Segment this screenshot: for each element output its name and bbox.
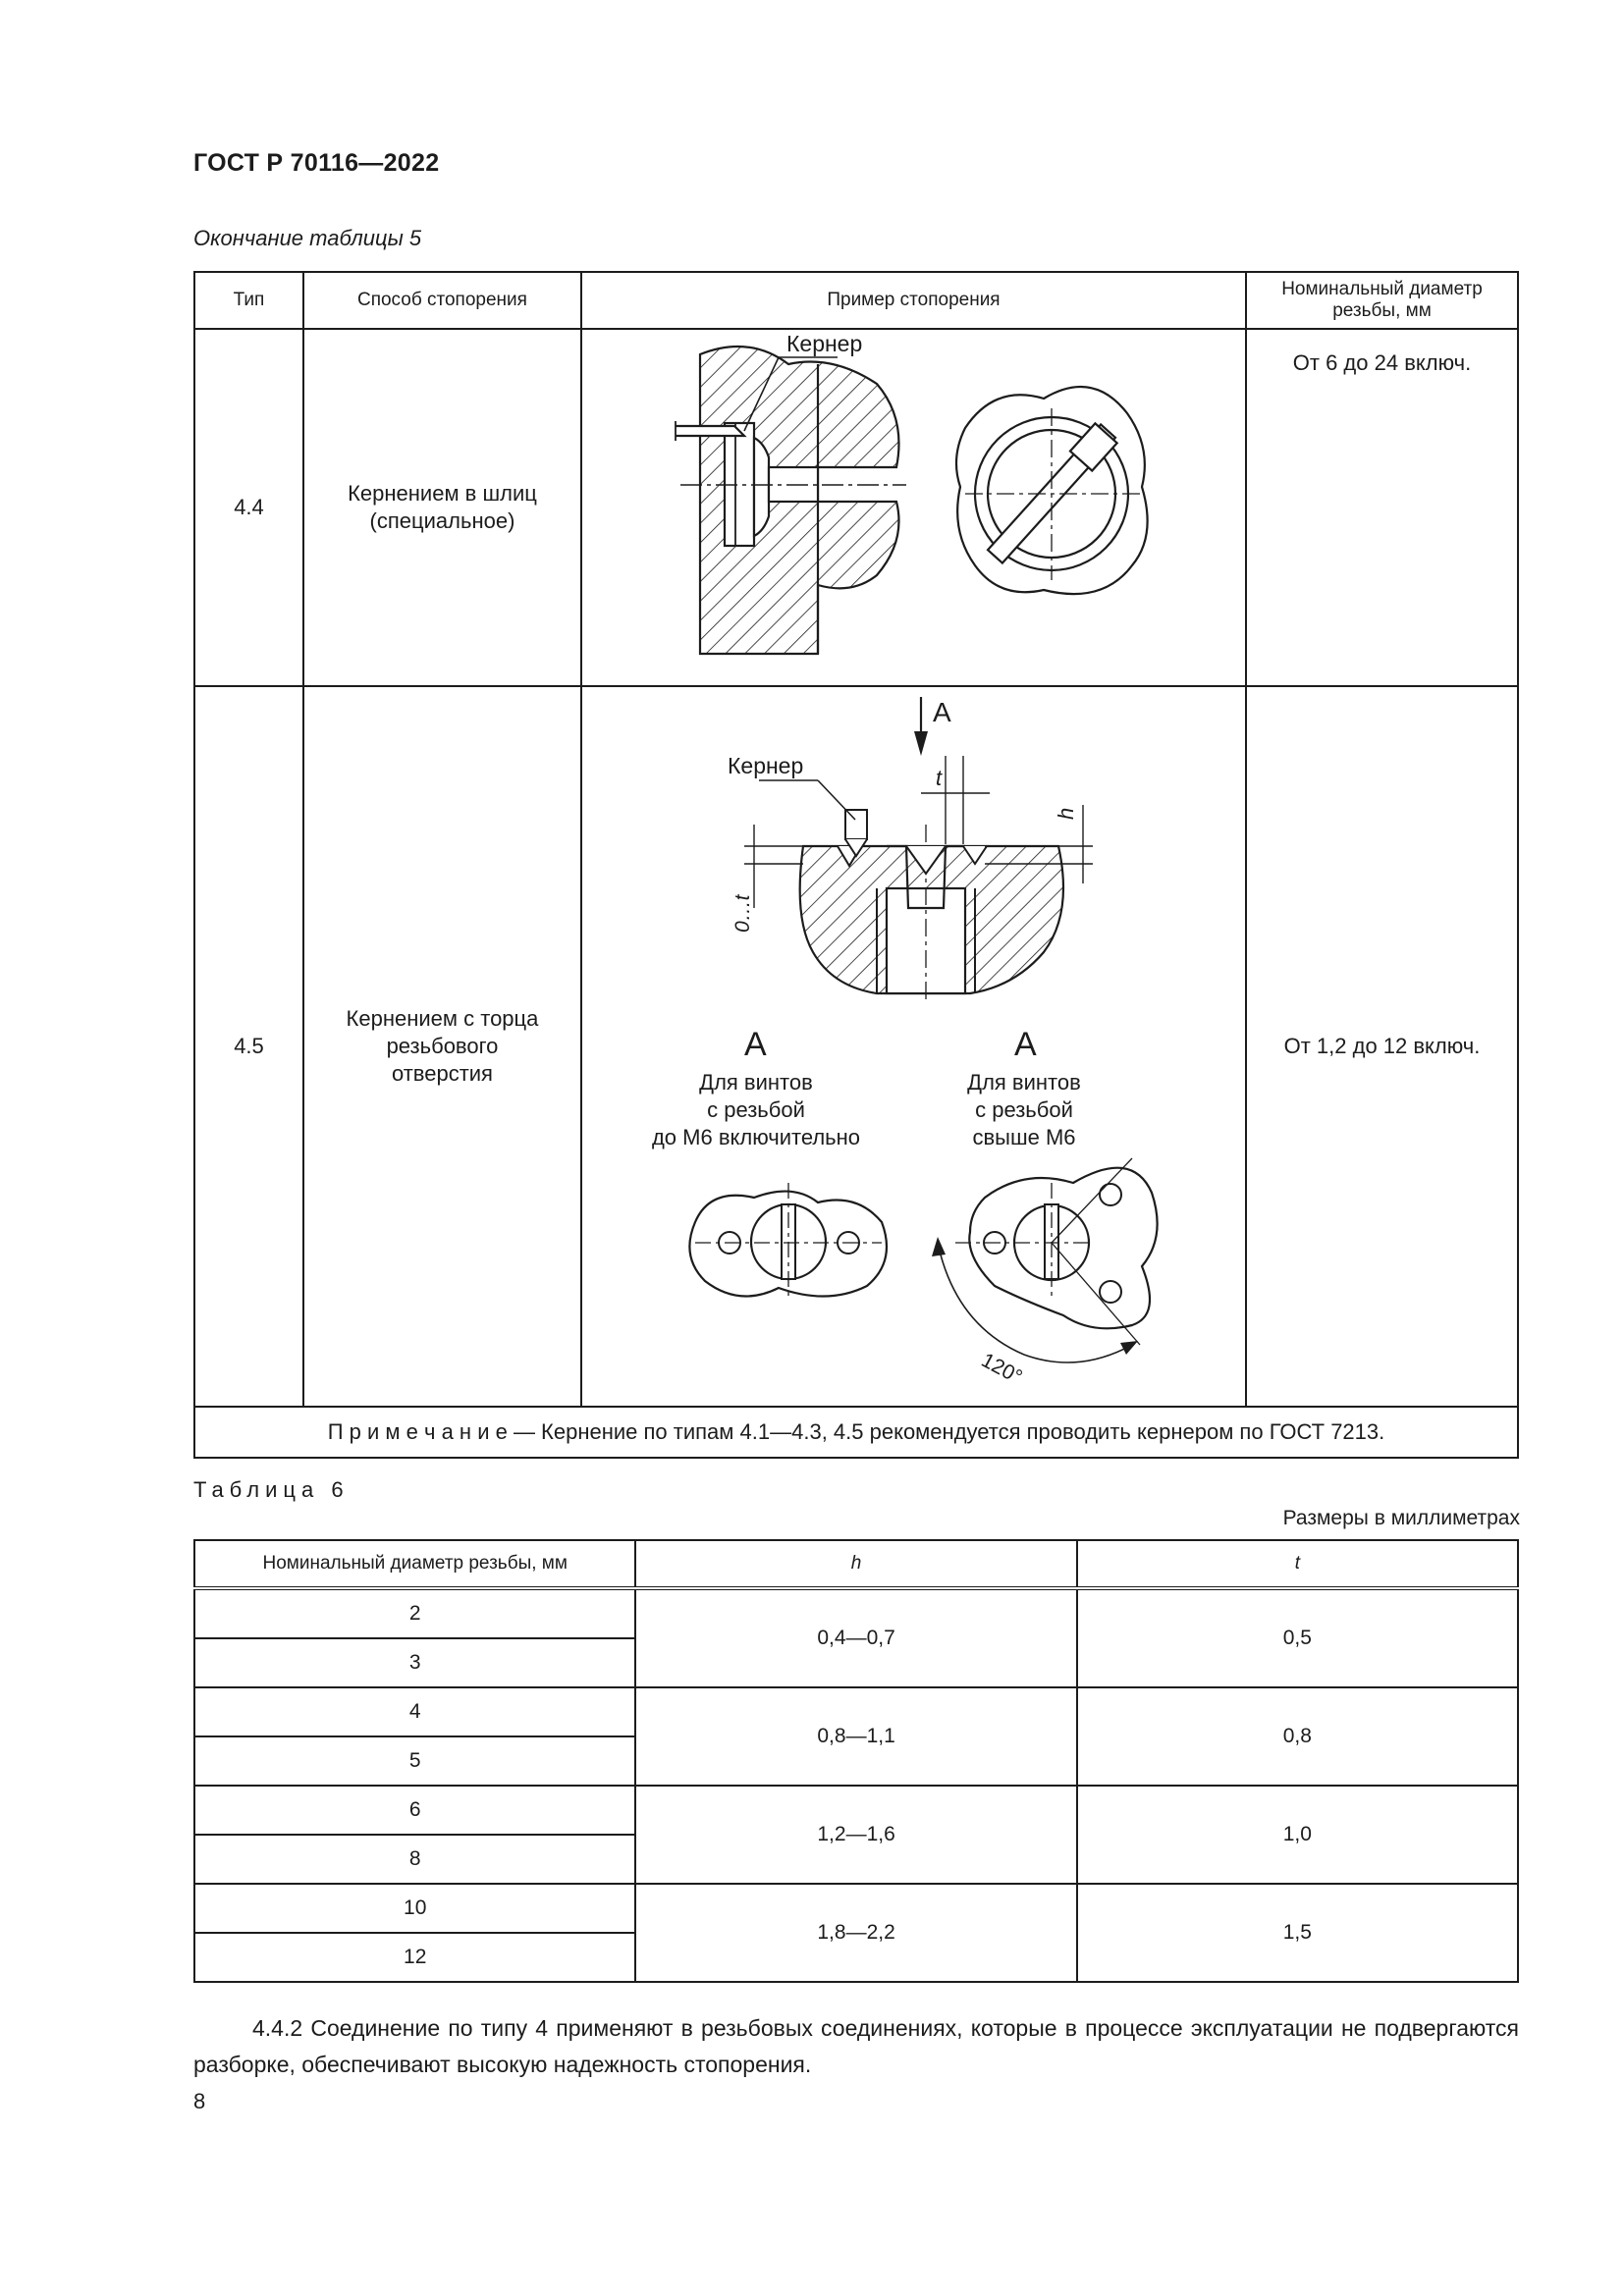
document-code: ГОСТ Р 70116—2022 [193,149,440,177]
table-row [194,686,1518,1407]
table5-header-type: Тип [194,272,303,329]
right-caption-line3: свыше М6 [972,1125,1076,1149]
table6-label: Таблица 6 [193,1477,350,1502]
cell-t: 0,5 [1077,1588,1518,1687]
page-number: 8 [193,2089,206,2113]
table-row [194,1588,1518,1638]
table-row [194,1687,1518,1736]
angle-label: 120° [977,1349,1026,1389]
cell-diameter: 8 [194,1835,635,1884]
table6-header-row [194,1540,1518,1588]
paragraph-4-4-2: 4.4.2 Соединение по типу 4 применяют в резьбовых соединениях, которые в процессе эксплуатации не подвергаются разборке, обеспечивают высокую надежность стопорения. [193,2015,1519,2077]
row-diameter: От 6 до 24 включ. [1246,329,1518,686]
dim-t-label: t [935,766,943,790]
cell-diameter: 2 [194,1588,635,1638]
dim-depth-label: 0…t [731,894,754,933]
center-punch-slot-drawing [582,330,1245,678]
kerner-label: Кернер [785,331,863,356]
cell-diameter: 6 [194,1786,635,1835]
table6-units: Размеры в миллиметрах [1282,1507,1520,1529]
table5-header-diameter: Номинальный диаметр резьбы, мм [1246,272,1518,329]
cell-h: 1,2—1,6 [635,1786,1076,1884]
cell-t: 1,0 [1077,1786,1518,1884]
cell-diameter: 4 [194,1687,635,1736]
cell-h: 1,8—2,2 [635,1884,1076,1982]
right-caption-line1: Для винтов [967,1070,1081,1095]
view-a-label: А [932,697,951,727]
dim-h-label: h [1053,807,1078,820]
table-row [194,1786,1518,1835]
row-type: 4.5 [194,686,303,1407]
right-caption-line2: с резьбой [975,1097,1073,1122]
table-row [194,329,1518,686]
table6-header-t: t [1077,1540,1518,1588]
view-left-label: А [743,1026,767,1063]
table5-header-method: Способ стопорения [303,272,581,329]
table-5 [193,271,1519,1459]
cell-diameter: 12 [194,1933,635,1982]
table5-header-row [194,272,1518,329]
row-method: Кернением с торца резьбового отверстия [303,686,581,1407]
table5-note-row [194,1407,1518,1458]
row-diameter: От 1,2 до 12 включ. [1246,686,1518,1407]
kerner-label: Кернер [727,753,804,778]
cell-t: 1,5 [1077,1884,1518,1982]
cell-diameter: 3 [194,1638,635,1687]
table6-header-diameter: Номинальный диаметр резьбы, мм [194,1540,635,1588]
table5-continuation-caption: Окончание таблицы 5 [193,226,422,250]
left-caption-line1: Для винтов [699,1070,813,1095]
table-row [194,1884,1518,1933]
cell-diameter: 10 [194,1884,635,1933]
figure-type-4-4 [581,329,1246,686]
table5-note: П р и м е ч а н и е — Кернение по типам 4.1—4.3, 4.5 рекомендуется проводить кернером по ГОСТ 7213. [194,1407,1518,1458]
cell-h: 0,4—0,7 [635,1588,1076,1687]
cell-h: 0,8—1,1 [635,1687,1076,1786]
cell-diameter: 5 [194,1736,635,1786]
left-caption-line3: до М6 включительно [651,1125,861,1149]
row-type: 4.4 [194,329,303,686]
table6-header-h: h [635,1540,1076,1588]
view-right-label: А [1013,1026,1037,1063]
row-method: Кернением в шлиц (специальное) [303,329,581,686]
table5-header-example: Пример стопорения [581,272,1246,329]
left-caption-line2: с резьбой [707,1097,805,1122]
figure-type-4-5 [581,686,1246,1407]
center-punch-end-face-drawing [582,687,1245,1399]
table-6 [193,1539,1519,1983]
cell-t: 0,8 [1077,1687,1518,1786]
